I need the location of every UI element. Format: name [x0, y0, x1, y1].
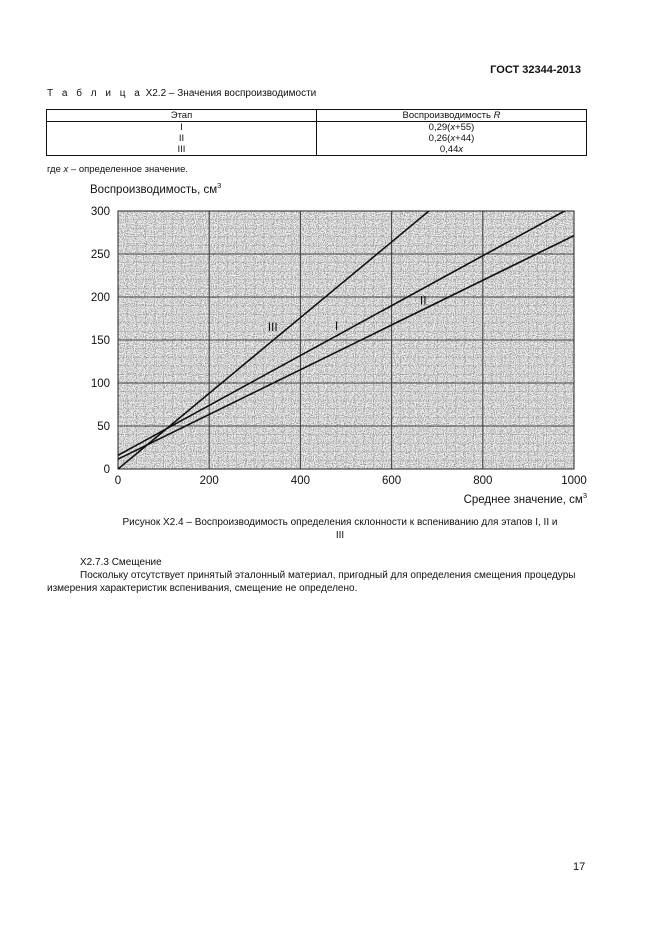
y-axis-label: Воспроизводимость, $см^3$: [90, 181, 222, 196]
y-tick-label: 300: [90, 206, 110, 218]
x-tick-label: 400: [290, 475, 310, 487]
x-tick-label: 800: [473, 475, 493, 487]
standard-number: ГОСТ 32344-2013: [490, 64, 581, 76]
figure-caption-line: III: [335, 530, 345, 541]
series-label-II: II: [419, 293, 427, 308]
x-axis-label: Среднее значение, $см^3$: [463, 491, 587, 506]
table-note: где x – определенное значение.: [47, 164, 189, 175]
y-tick-label: 0: [103, 464, 110, 476]
table-caption-label: Т а б л и ц а: [47, 88, 143, 99]
page-number: 17: [573, 861, 586, 873]
section-paragraph: Поскольку отсутствует принятый эталонный материал, пригодный для определения смещения процедуры измерения характеристик вспенивания, смещение не определено.: [47, 570, 576, 594]
column-header-stage: Этап: [47, 110, 317, 122]
stage-value: III: [177, 144, 186, 155]
column-header-reproducibility: Воспроизводимость R: [317, 110, 587, 122]
formula: 0,29(x+55): [428, 122, 475, 133]
figure-caption: [80, 516, 600, 542]
series-label-I: I: [334, 319, 339, 334]
x-tick-label: 200: [199, 475, 219, 487]
formula: 0,26(x+44): [428, 133, 475, 144]
y-tick-label: 100: [90, 378, 110, 390]
table-caption-text: X2.2 – Значения воспроизводимости: [145, 88, 317, 99]
formula: 0,44x: [439, 144, 464, 155]
y-tick-label: 50: [97, 421, 110, 433]
x-tick-label: 0: [114, 475, 122, 487]
y-tick-label: 250: [90, 249, 110, 261]
stage-value: II: [178, 133, 185, 144]
x-tick-label: 600: [382, 475, 402, 487]
y-tick-label: 150: [90, 335, 110, 347]
y-tick-label: 200: [90, 292, 110, 304]
section-heading: X2.7.3 Смещение: [80, 557, 162, 568]
x-tick-label: 1000: [561, 475, 587, 487]
stage-value: I: [180, 122, 183, 133]
figure-caption-line: Рисунок X2.4 – Воспроизводимость определения склонности к вспениванию для этапов I, II и: [122, 517, 558, 528]
series-label-III: III: [267, 319, 278, 334]
